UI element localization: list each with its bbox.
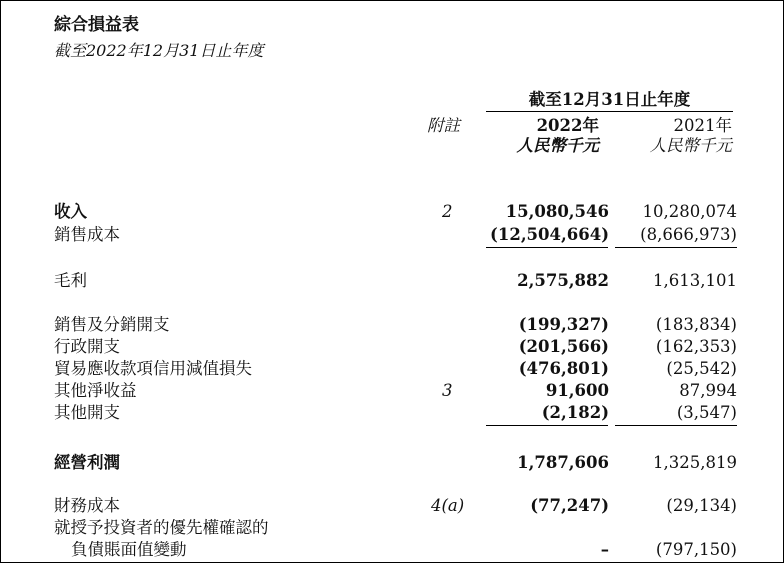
row-label-finance-costs: 財務成本 <box>54 496 120 515</box>
row-note-revenue: 2 <box>442 202 453 221</box>
operating-rule-2021 <box>615 425 737 426</box>
value-2022-distribution-expenses: (199,327) <box>518 315 609 334</box>
row-label-credit-impairment: 貿易應收款項信用減值損失 <box>54 359 252 378</box>
value-2021-cost-of-sales: (8,666,973) <box>640 225 737 244</box>
value-2022-revenue: 15,080,546 <box>505 202 609 221</box>
value-2022-preferred-rights: – <box>600 540 609 559</box>
value-2021-other-net-income: 87,994 <box>679 381 737 400</box>
subtotal-rule-2022 <box>486 247 608 248</box>
row-note-finance-costs: 4(a) <box>431 496 465 515</box>
row-label-revenue: 收入 <box>54 202 87 221</box>
row-label-preferred-rights: 就授予投資者的優先權確認的 <box>54 518 269 537</box>
value-2021-gross-profit: 1,613,101 <box>653 271 737 290</box>
unit-2021-header: 人民幣千元 <box>649 136 732 155</box>
value-2021-operating-profit: 1,325,819 <box>653 453 737 472</box>
value-2022-gross-profit: 2,575,882 <box>517 271 609 290</box>
row-label-preferred-rights-line2: 負債賬面值變動 <box>71 540 187 559</box>
value-2022-other-expenses: (2,182) <box>541 403 609 422</box>
row-label-other-net-income: 其他淨收益 <box>54 381 137 400</box>
value-2022-finance-costs: (77,247) <box>530 496 609 515</box>
value-2022-cost-of-sales: (12,504,664) <box>490 225 609 244</box>
value-2021-credit-impairment: (25,542) <box>666 359 737 378</box>
row-note-other-net-income: 3 <box>442 381 453 400</box>
subtotal-rule-2021 <box>615 247 737 248</box>
period-header-rule <box>486 111 733 112</box>
year-2021-header: 2021年 <box>673 116 732 135</box>
unit-2022-header: 人民幣千元 <box>516 136 599 155</box>
period-header: 截至12月31日止年度 <box>528 90 691 109</box>
operating-rule-2022 <box>486 425 608 426</box>
value-2021-distribution-expenses: (183,834) <box>655 315 737 334</box>
value-2022-other-net-income: 91,600 <box>545 381 609 400</box>
row-label-gross-profit: 毛利 <box>54 271 87 290</box>
value-2021-finance-costs: (29,134) <box>666 496 737 515</box>
value-2021-preferred-rights: (797,150) <box>655 540 737 559</box>
value-2022-credit-impairment: (476,801) <box>518 359 609 378</box>
note-column-header: 附註 <box>427 116 460 135</box>
row-label-other-expenses: 其他開支 <box>54 403 120 422</box>
value-2021-revenue: 10,280,074 <box>642 202 737 221</box>
statement-title: 綜合損益表 <box>54 15 139 35</box>
year-2022-header: 2022年 <box>536 116 599 135</box>
value-2022-operating-profit: 1,787,606 <box>517 453 609 472</box>
row-label-cost-of-sales: 銷售成本 <box>54 225 120 244</box>
value-2022-admin-expenses: (201,566) <box>518 337 609 356</box>
row-label-operating-profit: 經營利潤 <box>54 453 120 472</box>
row-label-admin-expenses: 行政開支 <box>54 337 120 356</box>
statement-subtitle: 截至2022年12月31日止年度 <box>54 41 264 60</box>
value-2021-other-expenses: (3,547) <box>676 403 737 422</box>
row-label-distribution-expenses: 銷售及分銷開支 <box>54 315 170 334</box>
value-2021-admin-expenses: (162,353) <box>655 337 737 356</box>
